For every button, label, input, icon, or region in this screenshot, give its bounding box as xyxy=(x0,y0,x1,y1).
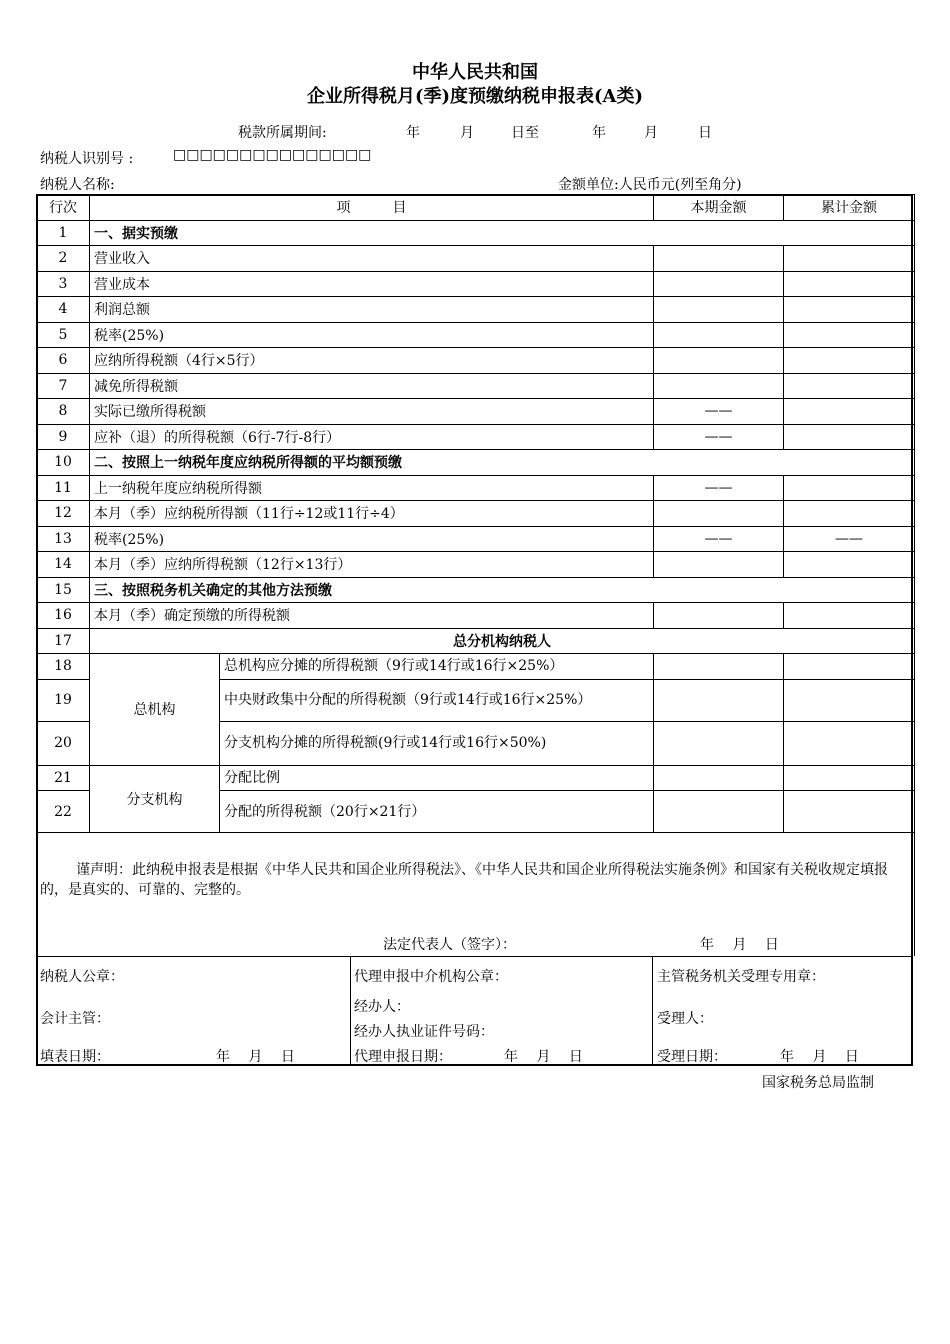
table-row xyxy=(37,450,915,476)
cumulative-amount-cell[interactable] xyxy=(784,322,915,348)
item-label: 税率(25%) xyxy=(90,322,654,348)
receive-date-label: 受理日期： xyxy=(657,1049,727,1065)
table-row xyxy=(37,322,915,348)
tax-office-seal: 主管税务机关受理专用章： xyxy=(657,969,825,985)
period-label: 税款所属期间: xyxy=(238,125,327,141)
period-day-to: 日至 xyxy=(511,125,539,141)
amount-unit: 金额单位:人民币元(列至角分) xyxy=(558,177,742,193)
period-year2: 年 xyxy=(592,125,606,141)
divider xyxy=(350,956,351,1066)
current-amount-cell[interactable] xyxy=(654,721,784,765)
cumulative-amount-cell[interactable] xyxy=(784,501,915,527)
current-amount-cell[interactable] xyxy=(654,791,784,833)
section-header: 一、据实预缴 xyxy=(90,220,915,246)
current-amount-cell[interactable] xyxy=(654,322,784,348)
table-row xyxy=(37,577,915,603)
current-amount-cell[interactable] xyxy=(654,501,784,527)
row-number: 7 xyxy=(37,373,90,399)
cumulative-amount-cell[interactable] xyxy=(784,679,915,721)
cumulative-amount-cell[interactable] xyxy=(784,297,915,323)
table-row xyxy=(37,603,915,629)
cumulative-amount-cell[interactable] xyxy=(784,475,915,501)
row-number: 10 xyxy=(37,450,90,476)
row-number: 17 xyxy=(37,628,90,654)
item-label: 分支机构分摊的所得税额(9行或14行或16行×50%) xyxy=(220,721,654,765)
period-month2: 月 xyxy=(644,125,658,141)
current-amount-cell[interactable]: —— xyxy=(654,475,784,501)
item-label: 营业成本 xyxy=(90,271,654,297)
taxpayer-seal: 纳税人公章： xyxy=(40,969,124,985)
table-row xyxy=(37,220,915,246)
cumulative-amount-cell[interactable]: —— xyxy=(784,526,915,552)
table-row xyxy=(37,271,915,297)
supervisor: 国家税务总局监制 xyxy=(762,1075,874,1091)
row-number: 6 xyxy=(37,348,90,374)
fill-date-label: 填表日期： xyxy=(40,1049,110,1065)
cumulative-amount-cell[interactable] xyxy=(784,654,915,680)
row-number: 19 xyxy=(37,679,90,721)
row-number: 13 xyxy=(37,526,90,552)
row-number: 21 xyxy=(37,765,90,791)
row-number: 8 xyxy=(37,399,90,425)
agency-handler: 经办人： xyxy=(354,999,410,1015)
item-label: 中央财政集中分配的所得税额（9行或14行或16行×25%） xyxy=(220,679,654,721)
row-number: 3 xyxy=(37,271,90,297)
cumulative-amount-cell[interactable] xyxy=(784,552,915,578)
cumulative-amount-cell[interactable] xyxy=(784,348,915,374)
item-label: 应补（退）的所得税额（6行-7行-8行） xyxy=(90,424,654,450)
table-row xyxy=(37,765,915,791)
item-label: 上一纳税年度应纳税所得额 xyxy=(90,475,654,501)
declaration-table xyxy=(36,194,915,956)
title-line1: 中华人民共和国 xyxy=(412,62,538,83)
accountant: 会计主管： xyxy=(40,1011,110,1027)
current-amount-cell[interactable] xyxy=(654,348,784,374)
current-amount-cell[interactable] xyxy=(654,603,784,629)
agency-cert: 经办人执业证件号码： xyxy=(354,1024,494,1040)
group-label: 分支机构 xyxy=(90,765,220,833)
section-header: 三、按照税务机关确定的其他方法预缴 xyxy=(90,577,915,603)
current-amount-cell[interactable] xyxy=(654,271,784,297)
cumulative-amount-cell[interactable] xyxy=(784,765,915,791)
taxpayer-name-label: 纳税人名称: xyxy=(40,177,115,193)
row-number: 11 xyxy=(37,475,90,501)
item-label: 分配比例 xyxy=(220,765,654,791)
divider xyxy=(652,956,653,1066)
item-label: 应纳所得税额（4行×5行） xyxy=(90,348,654,374)
row-number: 18 xyxy=(37,654,90,680)
period-month1: 月 xyxy=(460,125,474,141)
fill-date: 年 月 日 xyxy=(216,1049,295,1065)
table-row xyxy=(37,373,915,399)
legal-rep-date: 年 月 日 xyxy=(700,937,779,953)
row-number: 16 xyxy=(37,603,90,629)
row-number: 22 xyxy=(37,791,90,833)
section-header: 二、按照上一纳税年度应纳税所得额的平均额预缴 xyxy=(90,450,915,476)
table-row xyxy=(37,552,915,578)
period-year1: 年 xyxy=(406,125,420,141)
section-header: 总分机构纳税人 xyxy=(90,628,915,654)
header-current: 本期金额 xyxy=(654,195,784,221)
group-label: 总机构 xyxy=(90,654,220,766)
row-number: 9 xyxy=(37,424,90,450)
item-label: 减免所得税额 xyxy=(90,373,654,399)
row-number: 15 xyxy=(37,577,90,603)
current-amount-cell[interactable] xyxy=(654,552,784,578)
item-label: 本月（季）应纳税所得额（11行÷12或11行÷4） xyxy=(90,501,654,527)
table-row xyxy=(37,246,915,272)
header-cumulative: 累计金额 xyxy=(784,195,915,221)
declaration-text: 谨声明：此纳税申报表是根据《中华人民共和国企业所得税法》、《中华人民共和国企业所得税法实施条例》和国家有关税收规定填报的，是真实的、可靠的、完整的。 xyxy=(40,862,888,898)
current-amount-cell[interactable] xyxy=(654,297,784,323)
current-amount-cell[interactable]: —— xyxy=(654,399,784,425)
current-amount-cell[interactable] xyxy=(654,246,784,272)
current-amount-cell[interactable]: —— xyxy=(654,526,784,552)
table-row xyxy=(37,475,915,501)
receiver: 受理人： xyxy=(657,1011,713,1027)
current-amount-cell[interactable] xyxy=(654,679,784,721)
divider xyxy=(36,956,913,957)
item-label: 本月（季）应纳所得税额（12行×13行） xyxy=(90,552,654,578)
item-label: 本月（季）确定预缴的所得税额 xyxy=(90,603,654,629)
table-row xyxy=(37,628,915,654)
item-label: 实际已缴所得税额 xyxy=(90,399,654,425)
table-row xyxy=(37,399,915,425)
legal-rep-label: 法定代表人（签字）： xyxy=(383,937,516,953)
cumulative-amount-cell[interactable] xyxy=(784,373,915,399)
current-amount-cell[interactable] xyxy=(654,373,784,399)
row-number: 14 xyxy=(37,552,90,578)
current-amount-cell[interactable]: —— xyxy=(654,424,784,450)
table-row xyxy=(37,424,915,450)
table-row xyxy=(37,297,915,323)
cumulative-amount-cell[interactable] xyxy=(784,721,915,765)
current-amount-cell[interactable] xyxy=(654,765,784,791)
receive-date: 年 月 日 xyxy=(780,1049,859,1065)
table-row xyxy=(37,526,915,552)
agency-date: 年 月 日 xyxy=(504,1049,583,1065)
taxpayer-id-label: 纳税人识别号 : xyxy=(40,151,134,167)
cumulative-amount-cell[interactable] xyxy=(784,424,915,450)
period-day2: 日 xyxy=(698,125,712,141)
row-number: 20 xyxy=(37,721,90,765)
table-header xyxy=(37,195,915,221)
row-number: 5 xyxy=(37,322,90,348)
table-row xyxy=(37,654,915,680)
taxpayer-id-boxes[interactable]: □□□□□□□□□□□□□□□ xyxy=(173,147,372,163)
row-number: 4 xyxy=(37,297,90,323)
cumulative-amount-cell[interactable] xyxy=(784,399,915,425)
item-label: 营业收入 xyxy=(90,246,654,272)
cumulative-amount-cell[interactable] xyxy=(784,603,915,629)
row-number: 1 xyxy=(37,220,90,246)
header-row-no: 行次 xyxy=(37,195,90,221)
item-label: 利润总额 xyxy=(90,297,654,323)
header-item: 项 目 xyxy=(90,195,654,221)
table-row xyxy=(37,501,915,527)
current-amount-cell[interactable] xyxy=(654,654,784,680)
row-number: 2 xyxy=(37,246,90,272)
table-row xyxy=(37,348,915,374)
item-label: 分配的所得税额（20行×21行） xyxy=(220,791,654,833)
agency-seal: 代理申报中介机构公章： xyxy=(354,969,508,985)
cumulative-amount-cell[interactable] xyxy=(784,246,915,272)
item-label: 税率(25%) xyxy=(90,526,654,552)
agency-date-label: 代理申报日期： xyxy=(354,1049,452,1065)
cumulative-amount-cell[interactable] xyxy=(784,791,915,833)
form-title: 企业所得税月(季)度预缴纳税申报表(A类) xyxy=(306,86,644,107)
item-label: 总机构应分摊的所得税额（9行或14行或16行×25%） xyxy=(220,654,654,680)
cumulative-amount-cell[interactable] xyxy=(784,271,915,297)
row-number: 12 xyxy=(37,501,90,527)
